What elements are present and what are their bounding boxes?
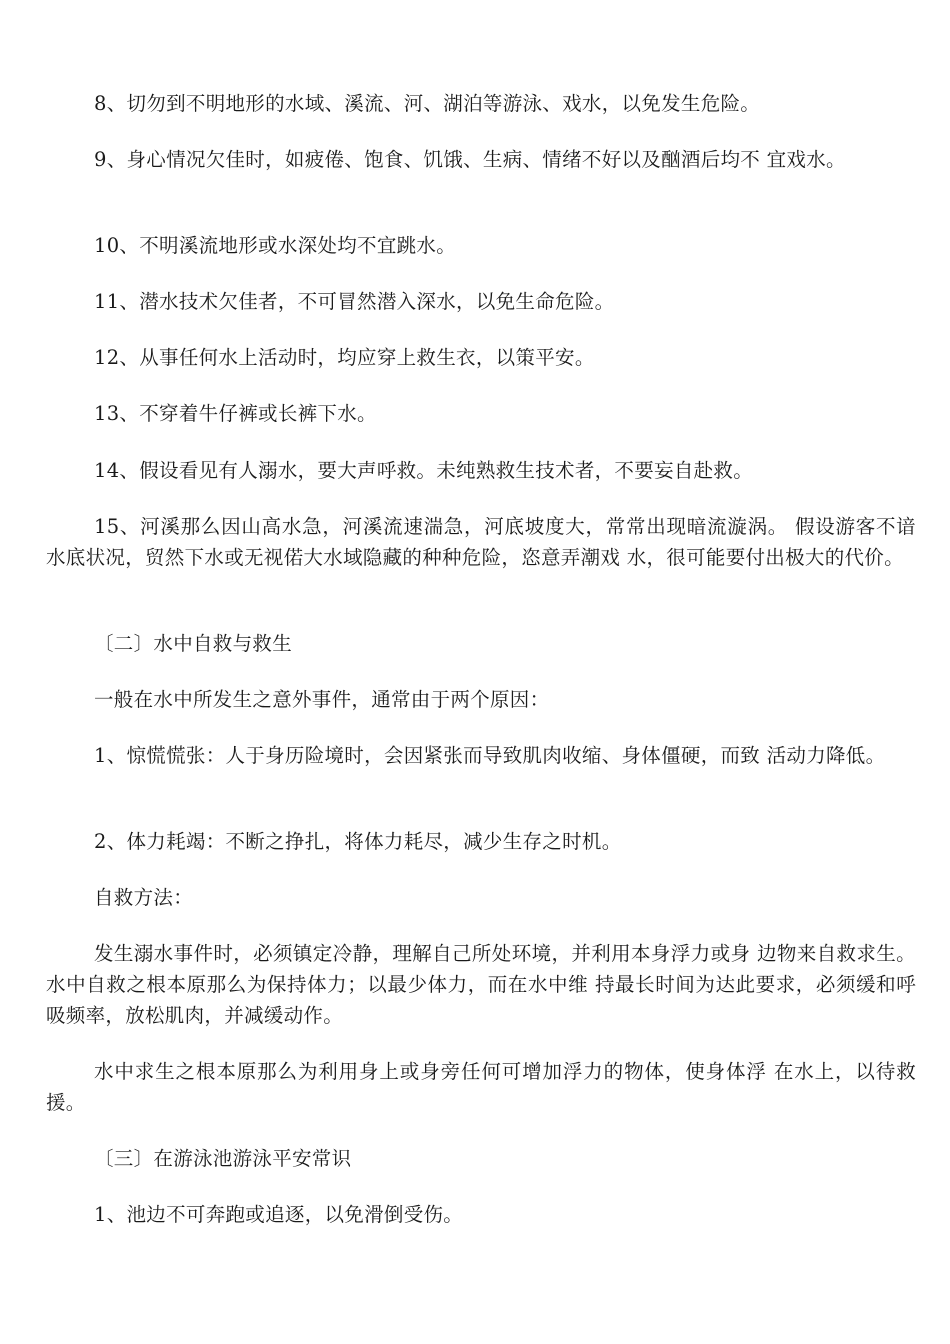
paragraph-11: 11、潜水技术欠佳者，不可冒然潜入深水，以免生命危险。: [94, 290, 615, 313]
paragraph-12: 12、从事任何水上活动时，均应穿上救生衣，以策平安。: [94, 346, 595, 369]
paragraph-13: 13、不穿着牛仔裤或长裤下水。: [94, 402, 377, 425]
paragraph-14: 14、假设看见有人溺水，要大声呼救。未纯熟救生技术者，不要妄自赴救。: [94, 459, 754, 482]
paragraph-survival: 水中求生之根本原那么为利用身上或身旁任何可增加浮力的物体，使身体浮 在水上，以待救援。: [46, 1060, 916, 1114]
paragraph-8: 8、切勿到不明地形的水域、溪流、河、湖泊等游泳、戏水，以免发生危险。: [94, 92, 761, 115]
paragraph-9: 9、身心情况欠佳时，如疲倦、饱食、饥饿、生病、情绪不好以及酗酒后均不 宜戏水。: [94, 148, 846, 171]
paragraph-reason-1: 1、惊慌慌张：人于身历险境时，会因紧张而导致肌肉收缩、身体僵硬，而致 活动力降低。: [94, 744, 886, 767]
paragraph-intro: 一般在水中所发生之意外事件，通常由于两个原因：: [94, 688, 550, 711]
paragraph-pool-1: 1、池边不可奔跑或追逐，以免滑倒受伤。: [94, 1203, 464, 1226]
section-heading-2: 〔二〕水中自救与救生: [94, 632, 293, 655]
section-heading-3: 〔三〕在游泳池游泳平安常识: [94, 1147, 352, 1170]
paragraph-10: 10、不明溪流地形或水深处均不宜跳水。: [94, 234, 457, 257]
paragraph-reason-2: 2、体力耗竭：不断之挣扎，将体力耗尽，减少生存之时机。: [94, 830, 622, 853]
paragraph-15: 15、河溪那么因山高水急，河溪流速湍急，河底坡度大，常常出现暗流漩涡。 假设游客不谙水底状况，贸然下水或无视偌大水域隐藏的种种危险，恣意弄潮戏 水，很可能要付出极大的代价。: [46, 515, 916, 569]
sub-heading-self-rescue: 自救方法：: [94, 886, 194, 909]
paragraph-self-rescue: 发生溺水事件时，必须镇定冷静，理解自己所处环境，并利用本身浮力或身 边物来自救求生。水中自救之根本原那么为保持体力；以最少体力，而在水中维 持最长时间为达此要求，必须缓和呼吸频率，放松肌肉，并减缓动作。: [46, 942, 916, 1027]
